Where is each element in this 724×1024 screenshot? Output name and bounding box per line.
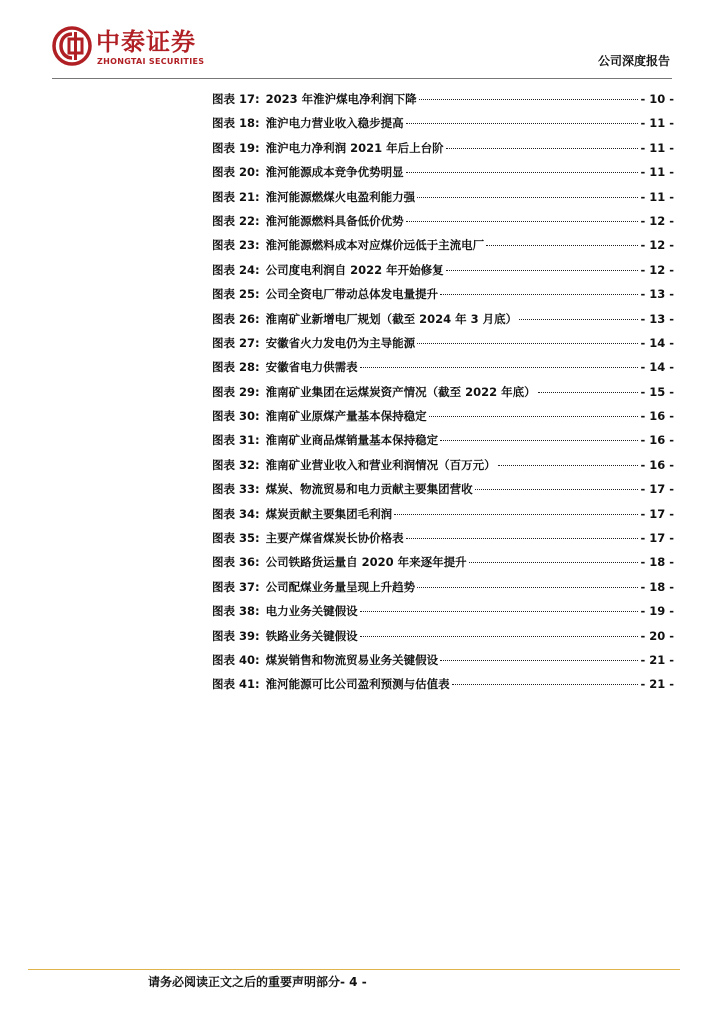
figure-number: 图表 24:	[212, 262, 260, 277]
figure-title: 淮河能源成本竞争优势明显	[265, 165, 404, 180]
figure-list-item[interactable]	[212, 628, 674, 652]
figure-number: 图表 32:	[212, 457, 260, 472]
dot-leader	[498, 465, 639, 466]
footer-disclaimer: 请务必阅读正文之后的重要声明部分	[148, 975, 341, 989]
figure-page-number: - 11 -	[640, 116, 674, 131]
figure-number: 图表 37:	[212, 579, 260, 594]
figure-title: 主要产煤省煤炭长协价格表	[265, 531, 404, 546]
figure-list-item[interactable]	[212, 506, 674, 530]
figure-list-item[interactable]	[212, 262, 674, 286]
figure-page-number: - 11 -	[640, 189, 674, 204]
page-footer	[148, 973, 367, 990]
figure-number: 图表 40:	[212, 652, 260, 667]
figure-number: 图表 21:	[212, 189, 260, 204]
figure-title: 安徽省电力供需表	[265, 360, 358, 375]
figure-number: 图表 27:	[212, 335, 260, 350]
figure-number: 图表 26:	[212, 311, 260, 326]
figure-page-number: - 16 -	[640, 457, 674, 472]
figure-list-item[interactable]	[212, 91, 674, 115]
figure-title: 煤炭、物流贸易和电力贡献主要集团营收	[265, 482, 473, 497]
figure-title: 淮南矿业原煤产量基本保持稳定	[265, 409, 427, 424]
figure-number: 图表 28:	[212, 360, 260, 375]
dot-leader	[469, 562, 639, 563]
figure-page-number: - 17 -	[640, 482, 674, 497]
figure-list-item[interactable]	[212, 652, 674, 676]
footer-page-number: - 4 -	[340, 975, 367, 989]
dot-leader	[446, 270, 639, 271]
figure-title: 淮南矿业新增电厂规划（截至 2024 年 3 月底）	[265, 311, 518, 326]
dot-leader	[486, 245, 638, 246]
figure-page-number: - 13 -	[640, 287, 674, 302]
figure-number: 图表 39:	[212, 628, 260, 643]
document-type: 公司深度报告	[597, 54, 670, 68]
figure-page-number: - 21 -	[640, 677, 674, 692]
figure-page-number: - 17 -	[640, 506, 674, 521]
figure-number: 图表 33:	[212, 482, 260, 497]
figure-page-number: - 14 -	[640, 335, 674, 350]
figure-page-number: - 15 -	[640, 384, 674, 399]
figure-list-item[interactable]	[212, 481, 674, 505]
dot-leader	[419, 99, 639, 100]
figure-list-item[interactable]	[212, 140, 674, 164]
figure-number: 图表 35:	[212, 531, 260, 546]
dot-leader	[406, 538, 639, 539]
figure-list	[212, 91, 674, 701]
figure-page-number: - 16 -	[640, 409, 674, 424]
figure-list-item[interactable]	[212, 676, 674, 700]
figure-number: 图表 30:	[212, 409, 260, 424]
figure-list-item[interactable]	[212, 335, 674, 359]
figure-number: 图表 38:	[212, 604, 260, 619]
figure-title: 淮河能源燃料成本对应煤价远低于主流电厂	[265, 238, 485, 253]
figure-title: 淮沪电力净利润 2021 年后上台阶	[265, 140, 444, 155]
figure-page-number: - 12 -	[640, 262, 674, 277]
figure-list-item[interactable]	[212, 384, 674, 408]
figure-title: 淮南矿业集团在运煤炭资产情况（截至 2022 年底）	[265, 384, 536, 399]
footer-divider	[28, 969, 680, 970]
figure-list-item[interactable]	[212, 213, 674, 237]
figure-page-number: - 20 -	[640, 628, 674, 643]
logo-chinese-name: 中泰证券	[96, 28, 196, 56]
dot-leader	[417, 343, 638, 344]
figure-page-number: - 13 -	[640, 311, 674, 326]
figure-list-item[interactable]	[212, 432, 674, 456]
figure-title: 淮河能源可比公司盈利预测与估值表	[265, 677, 450, 692]
figure-list-item[interactable]	[212, 237, 674, 261]
figure-title: 煤炭贡献主要集团毛利润	[265, 506, 393, 521]
figure-title: 电力业务关键假设	[265, 604, 358, 619]
figure-page-number: - 14 -	[640, 360, 674, 375]
figure-list-item[interactable]	[212, 189, 674, 213]
figure-number: 图表 22:	[212, 213, 260, 228]
figure-number: 图表 31:	[212, 433, 260, 448]
figure-page-number: - 21 -	[640, 652, 674, 667]
dot-leader	[440, 294, 638, 295]
page-header	[0, 0, 724, 80]
dot-leader	[406, 123, 639, 124]
figure-title: 公司配煤业务量呈现上升趋势	[265, 579, 416, 594]
dot-leader	[417, 197, 638, 198]
figure-list-item[interactable]	[212, 286, 674, 310]
dot-leader	[475, 489, 639, 490]
figure-list-item[interactable]	[212, 164, 674, 188]
figure-title: 公司全资电厂带动总体发电量提升	[265, 287, 439, 302]
dot-leader	[394, 514, 638, 515]
figure-page-number: - 17 -	[640, 531, 674, 546]
figure-title: 淮河能源燃煤火电盈利能力强	[265, 189, 416, 204]
dot-leader	[452, 684, 639, 685]
dot-leader	[538, 392, 639, 393]
figure-number: 图表 36:	[212, 555, 260, 570]
figure-list-item[interactable]	[212, 408, 674, 432]
figure-number: 图表 20:	[212, 165, 260, 180]
dot-leader	[360, 611, 639, 612]
figure-number: 图表 17:	[212, 92, 260, 106]
figure-page-number: - 16 -	[640, 433, 674, 448]
figure-title: 2023 年淮沪煤电净利润下降	[265, 92, 417, 106]
figure-number: 图表 18:	[212, 116, 260, 131]
figure-list-item[interactable]	[212, 530, 674, 554]
figure-title: 淮沪电力营业收入稳步提高	[265, 116, 404, 131]
dot-leader	[446, 148, 639, 149]
dot-leader	[360, 367, 639, 368]
figure-list-item[interactable]	[212, 311, 674, 335]
figure-page-number: - 12 -	[640, 238, 674, 253]
figure-title: 淮河能源燃料具备低价优势	[265, 213, 404, 228]
figure-number: 图表 41:	[212, 677, 260, 692]
dot-leader	[519, 319, 638, 320]
figure-list-item[interactable]	[212, 554, 674, 578]
figure-number: 图表 25:	[212, 287, 260, 302]
figure-page-number: - 19 -	[640, 604, 674, 619]
figure-title: 铁路业务关键假设	[265, 628, 358, 643]
dot-leader	[406, 172, 639, 173]
figure-number: 图表 29:	[212, 384, 260, 399]
figure-list-item[interactable]	[212, 457, 674, 481]
figure-list-item[interactable]	[212, 579, 674, 603]
logo-english-name: ZHONGTAI SECURITIES	[97, 57, 205, 66]
figure-title: 公司度电利润自 2022 年开始修复	[265, 262, 444, 277]
figure-list-item[interactable]	[212, 603, 674, 627]
figure-title: 淮南矿业商品煤销量基本保持稳定	[265, 433, 439, 448]
figure-title: 煤炭销售和物流贸易业务关键假设	[265, 652, 439, 667]
dot-leader	[360, 636, 639, 637]
figure-title: 淮南矿业营业收入和营业利润情况（百万元）	[265, 457, 496, 472]
figure-page-number: - 18 -	[640, 579, 674, 594]
figure-title: 安徽省火力发电仍为主导能源	[265, 335, 416, 350]
figure-number: 图表 34:	[212, 506, 260, 521]
figure-page-number: - 11 -	[640, 165, 674, 180]
figure-list-item[interactable]	[212, 359, 674, 383]
dot-leader	[406, 221, 639, 222]
figure-number: 图表 19:	[212, 140, 260, 155]
dot-leader	[417, 587, 638, 588]
header-divider	[52, 78, 672, 79]
figure-page-number: - 10 -	[640, 92, 674, 106]
figure-list-item[interactable]	[212, 115, 674, 139]
figure-title: 公司铁路货运量自 2020 年来逐年提升	[265, 555, 467, 570]
dot-leader	[440, 440, 638, 441]
dot-leader	[429, 416, 639, 417]
figure-page-number: - 12 -	[640, 213, 674, 228]
figure-page-number: - 11 -	[640, 140, 674, 155]
company-logo	[52, 26, 272, 74]
figure-page-number: - 18 -	[640, 555, 674, 570]
dot-leader	[440, 660, 638, 661]
figure-number: 图表 23:	[212, 238, 260, 253]
zhongtai-logo-icon	[52, 26, 92, 66]
